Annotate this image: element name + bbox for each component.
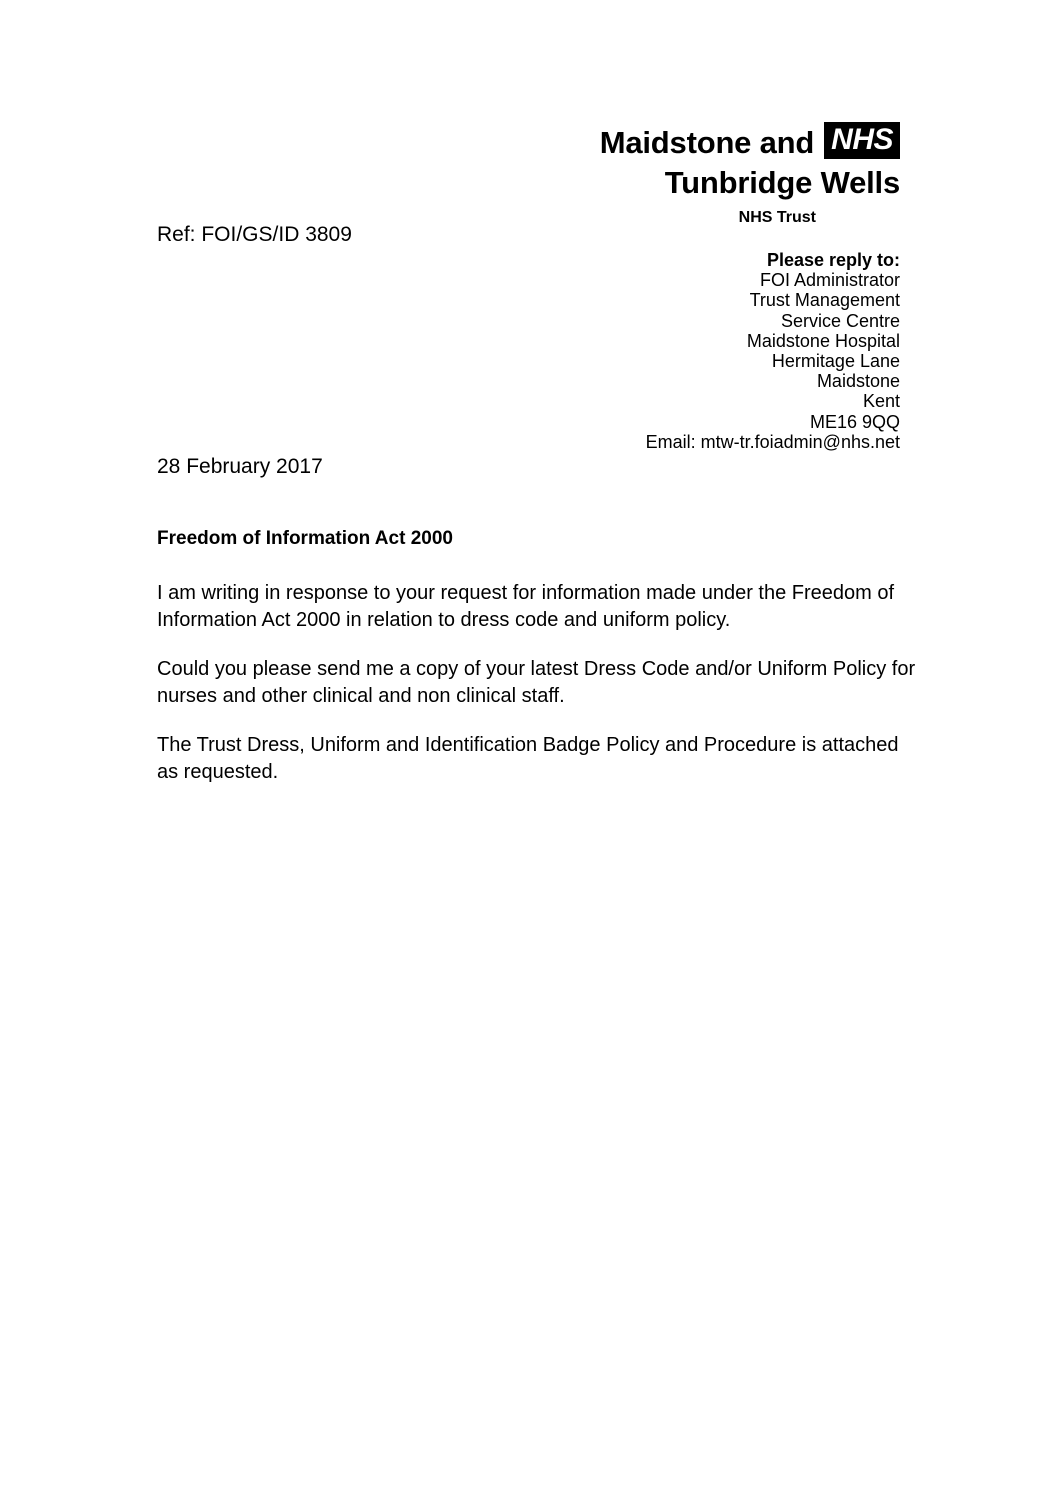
reply-to-postcode: ME16 9QQ	[809, 411, 900, 432]
letter-paragraph: I am writing in response to your request for information made under the Freedom of Information Act 2000 in relation to dress code and uniform policy.	[157, 582, 895, 631]
letter-date: 28 February 2017	[157, 455, 323, 478]
letter-paragraph: The Trust Dress, Uniform and Identification Badge Policy and Procedure is attached as requested.	[157, 734, 899, 783]
letter-paragraph: Could you please send me a copy of your latest Dress Code and/or Uniform Policy for nurses and other clinical and non clinical staff.	[157, 658, 916, 707]
trust-subtitle: NHS Trust	[738, 208, 816, 226]
reply-to-line: FOI Administrator	[759, 270, 900, 291]
reply-to-line: Service Centre	[780, 310, 900, 331]
reply-to-line: Kent	[862, 391, 900, 412]
trust-name-line-2	[0, 162, 900, 202]
trust-name-text-1: Maidstone and	[599, 124, 815, 160]
letter-subject-heading: Freedom of Information Act 2000	[157, 528, 453, 549]
letterhead	[0, 122, 900, 228]
reply-to-email: Email: mtw-tr.foiadmin@nhs.net	[645, 431, 900, 452]
letter-body	[157, 526, 917, 785]
reply-to-heading: Please reply to:	[766, 250, 900, 270]
reply-to-line: Maidstone Hospital	[746, 330, 900, 351]
reply-to-block	[400, 250, 900, 452]
reply-to-line: Trust Management	[749, 290, 900, 311]
reference-number: Ref: FOI/GS/ID 3809	[157, 223, 352, 246]
nhs-logo: NHS	[824, 122, 900, 159]
reply-to-line: Maidstone	[816, 371, 900, 392]
trust-name-line-1	[0, 122, 900, 162]
trust-name-text-2: Tunbridge Wells	[664, 164, 900, 200]
reply-to-line: Hermitage Lane	[771, 351, 900, 372]
